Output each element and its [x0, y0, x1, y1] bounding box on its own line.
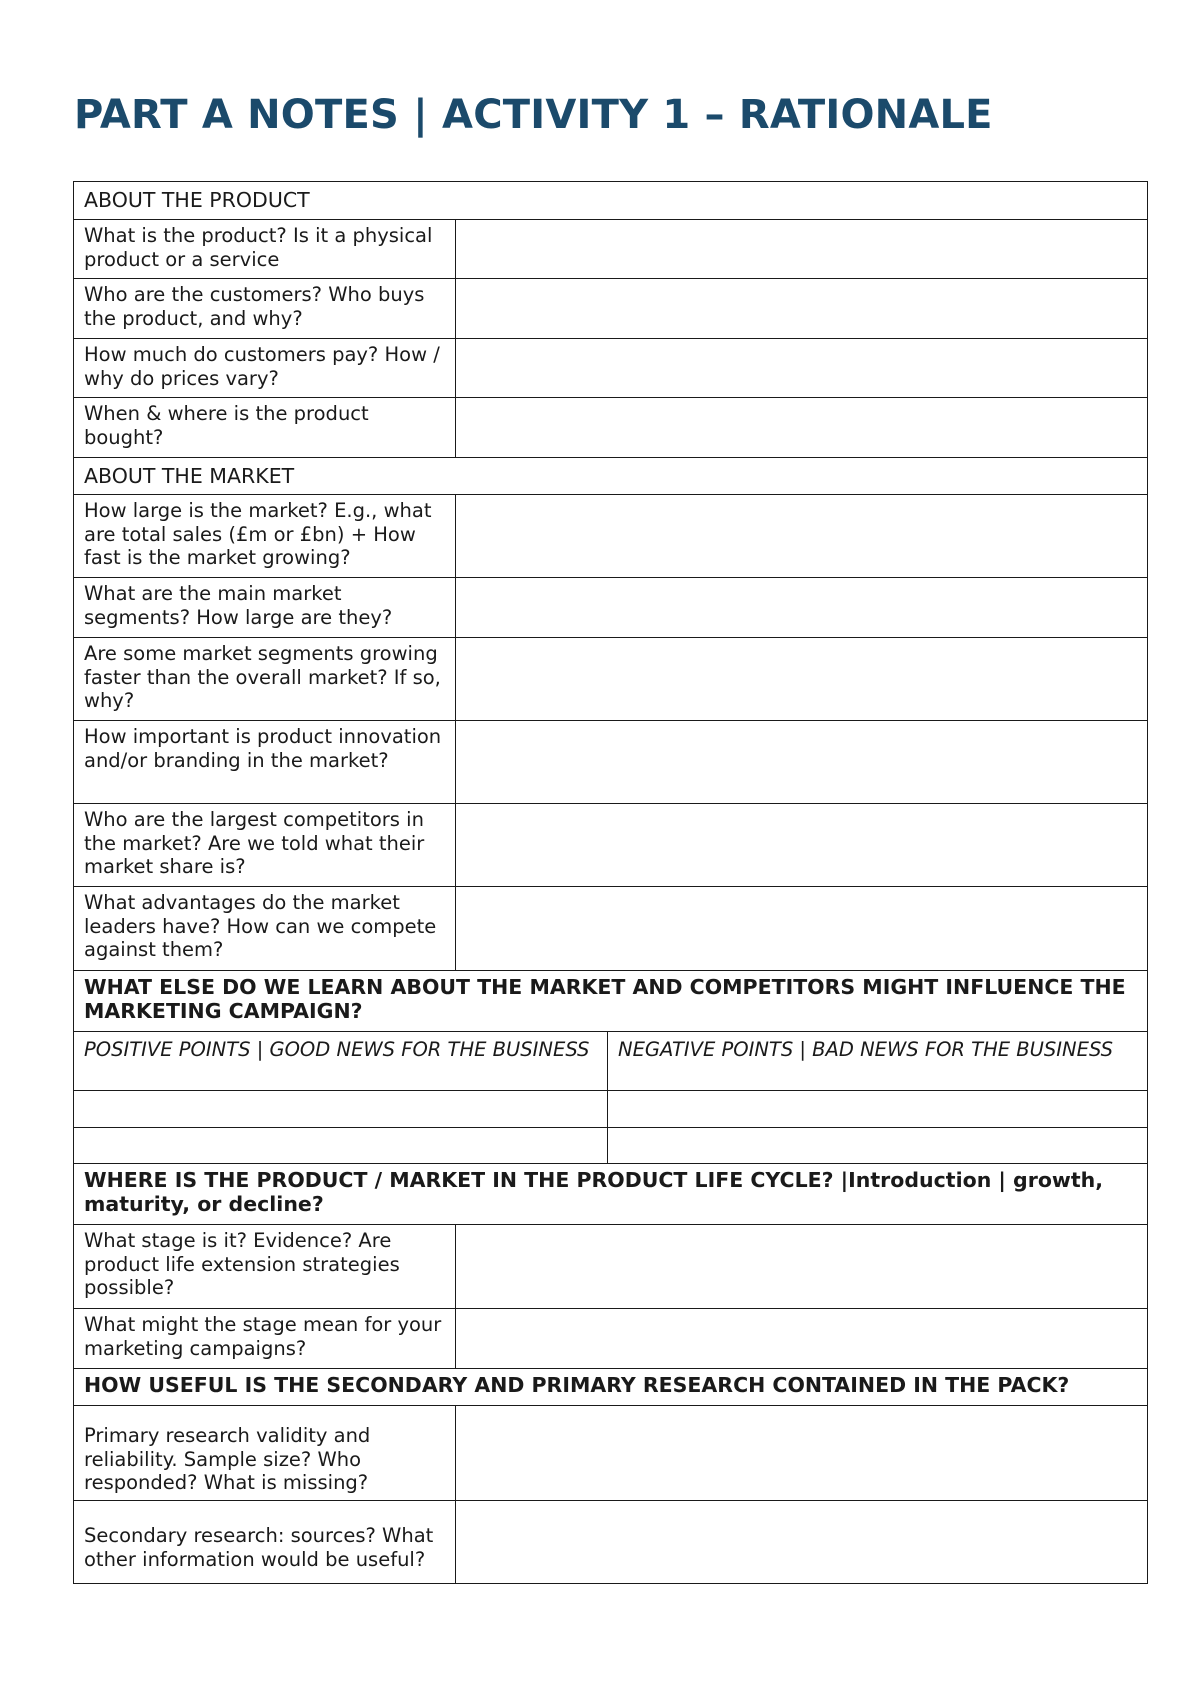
points-row [74, 1128, 1148, 1164]
page-title: PART A NOTES | ACTIVITY 1 – RATIONALE [74, 92, 993, 138]
question-cell: Primary research validity and reliability. Sample size? Who responded? What is missing? [74, 1406, 456, 1501]
question-cell: How much do customers pay? How / why do prices vary? [74, 339, 456, 398]
question-cell: Are some market segments growing faster than the overall market? If so, why? [74, 638, 456, 721]
table-row [74, 1225, 1148, 1309]
question-cell: Who are the largest competitors in the market? Are we told what their market share is? [74, 804, 456, 887]
question-cell: When & where is the product bought? [74, 398, 456, 458]
table-row [74, 1406, 1148, 1501]
positive-point-field[interactable] [74, 1091, 608, 1128]
positive-points-header: POSITIVE POINTS | GOOD NEWS FOR THE BUSINESS [74, 1032, 608, 1091]
answer-field[interactable] [456, 721, 1148, 804]
answer-field[interactable] [456, 1406, 1148, 1501]
section-title: HOW USEFUL IS THE SECONDARY AND PRIMARY RESEARCH CONTAINED IN THE PACK? [74, 1369, 1148, 1406]
question-cell: What is the product? Is it a physical product or a service [74, 220, 456, 279]
question-cell: What advantages do the market leaders have? How can we compete against them? [74, 887, 456, 971]
table-row [74, 1501, 1148, 1584]
section-title: WHERE IS THE PRODUCT / MARKET IN THE PRODUCT LIFE CYCLE? |Introduction | growth, maturity, or decline? [74, 1164, 1148, 1225]
section-header-lifecycle [74, 1164, 1148, 1225]
table-row [74, 721, 1148, 804]
points-row [74, 1091, 1148, 1128]
question-cell: Who are the customers? Who buys the product, and why? [74, 279, 456, 339]
table-row [74, 804, 1148, 887]
section-header-research [74, 1369, 1148, 1406]
table-row [74, 220, 1148, 279]
negative-point-field[interactable] [608, 1128, 1148, 1164]
answer-field[interactable] [456, 1309, 1148, 1369]
question-cell: What might the stage mean for your marketing campaigns? [74, 1309, 456, 1369]
answer-field[interactable] [456, 398, 1148, 458]
section-title: WHAT ELSE DO WE LEARN ABOUT THE MARKET AND COMPETITORS MIGHT INFLUENCE THE MARKETING CAMPAIGN? [74, 971, 1148, 1032]
table-row [74, 279, 1148, 339]
table-row [74, 398, 1148, 458]
points-header-row [74, 1032, 1148, 1091]
question-cell: Secondary research: sources? What other information would be useful? [74, 1501, 456, 1584]
answer-field[interactable] [456, 1501, 1148, 1584]
table-row [74, 887, 1148, 971]
answer-field[interactable] [456, 1225, 1148, 1309]
section-header-product [74, 182, 1148, 220]
answer-field[interactable] [456, 578, 1148, 638]
answer-field[interactable] [456, 339, 1148, 398]
positive-point-field[interactable] [74, 1128, 608, 1164]
negative-point-field[interactable] [608, 1091, 1148, 1128]
answer-field[interactable] [456, 804, 1148, 887]
question-cell: What are the main market segments? How large are they? [74, 578, 456, 638]
negative-points-header: NEGATIVE POINTS | BAD NEWS FOR THE BUSINESS [608, 1032, 1148, 1091]
section-header-learn [74, 971, 1148, 1032]
table-row [74, 638, 1148, 721]
answer-field[interactable] [456, 279, 1148, 339]
answer-field[interactable] [456, 638, 1148, 721]
table-row [74, 339, 1148, 398]
question-cell: What stage is it? Evidence? Are product life extension strategies possible? [74, 1225, 456, 1309]
question-cell: How important is product innovation and/or branding in the market? [74, 721, 456, 804]
table-row [74, 1309, 1148, 1369]
table-row [74, 578, 1148, 638]
question-cell: How large is the market? E.g., what are total sales (£m or £bn) + How fast is the market growing? [74, 495, 456, 578]
answer-field[interactable] [456, 495, 1148, 578]
section-title: ABOUT THE PRODUCT [74, 182, 1148, 220]
answer-field[interactable] [456, 220, 1148, 279]
answer-field[interactable] [456, 887, 1148, 971]
notes-table [73, 181, 1148, 1584]
section-title: ABOUT THE MARKET [74, 458, 1148, 495]
section-header-market [74, 458, 1148, 495]
table-row [74, 495, 1148, 578]
